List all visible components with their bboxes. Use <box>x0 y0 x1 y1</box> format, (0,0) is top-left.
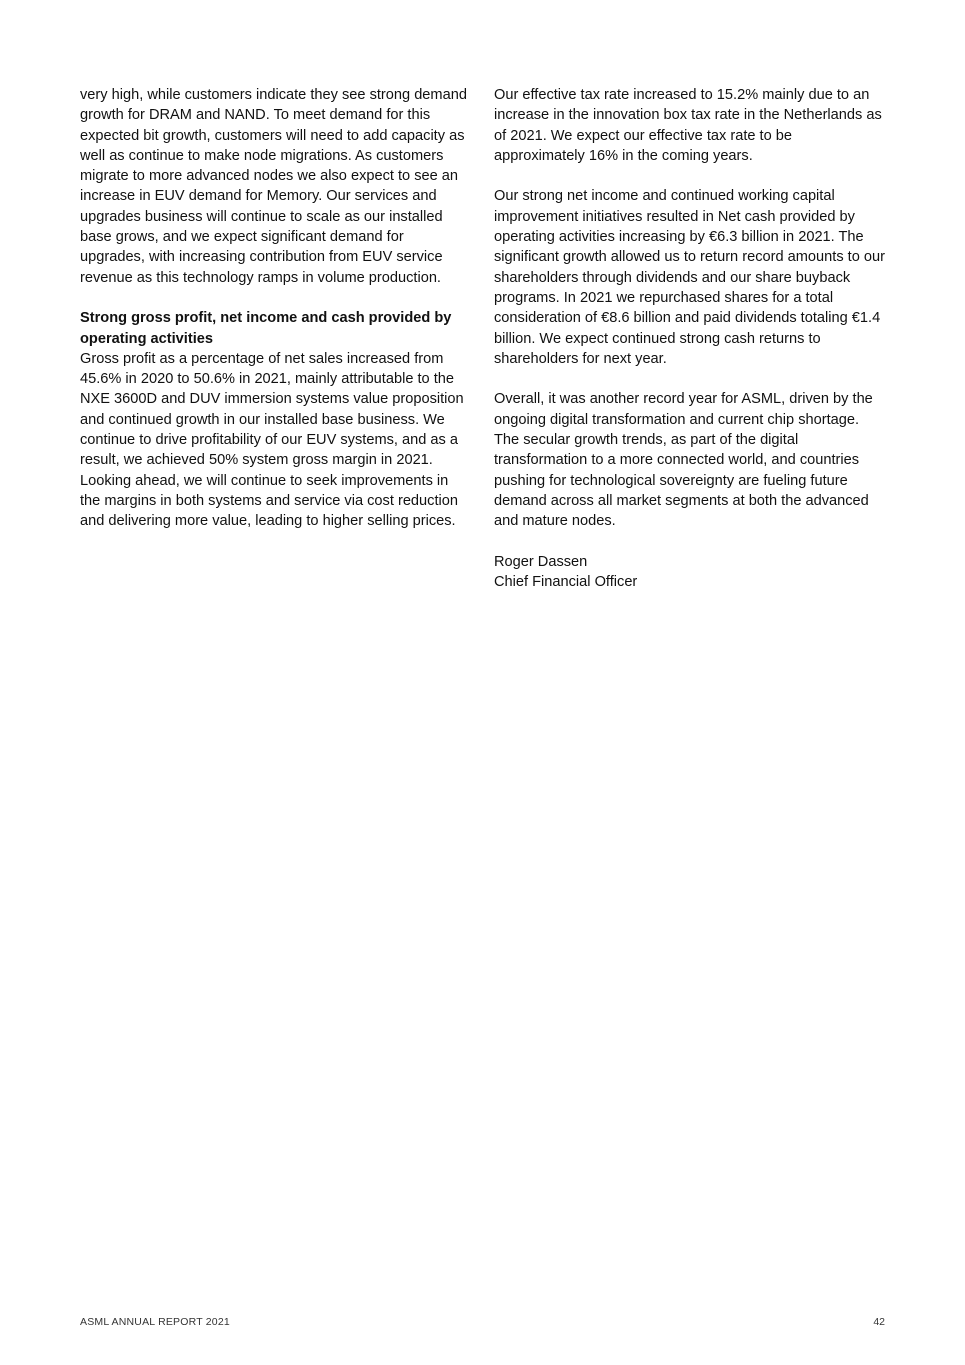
signature-block <box>494 552 886 593</box>
memory-outlook-paragraph: very high, while customers indicate they see strong demand growth for DRAM and NAND. To meet demand for this expected bit growth, customers will need to add capacity as well as continue to make node migrations. As customers migrate to more advanced nodes we also expect to see an increase in EUV demand for Memory. Our services and upgrades business will continue to scale as our installed base grows, and we expect significant demand for upgrades, with increasing contribution from EUV service revenue as this technology ramps in volume production. <box>80 87 467 286</box>
tax-rate-paragraph: Our effective tax rate increased to 15.2% mainly due to an increase in the innovation box tax rate in the Netherlands as of 2021. We expect our effective tax rate to be approximately 16% in the coming years. <box>494 87 882 164</box>
page-number: 42 <box>873 1316 885 1328</box>
gross-profit-paragraph: Gross profit as a percentage of net sales increased from 45.6% in 2020 to 50.6% in 2021, mainly attributable to the NXE 3600D and DUV immersion systems value proposition and continued growth in our installed base business. We continue to drive profitability of our EUV systems, and as a result, we achieved 50% system gross margin in 2021. Looking ahead, we will continue to seek improvements in the margins in both systems and service via cost reduction and delivering more value, leading to higher selling prices. <box>80 350 464 530</box>
record-year-paragraph: Overall, it was another record year for ASML, driven by the ongoing digital transformation and current chip shortage. The secular growth trends, as part of the digital transformation to a more connected world, and countries pushing for technological sovereignty are fueling future demand across all market segments at both the advanced and mature nodes. <box>494 391 873 530</box>
cash-flow-paragraph: Our strong net income and continued working capital improvement initiatives resulted in Net cash provided by operating activities increasing by €6.3 billion in 2021. The significant growth allowed us to return record amounts to our shareholders through dividends and our share buyback programs. In 2021 we repurchased shares for a total consideration of €8.6 billion and paid dividends totaling €1.4 billion. We expect continued strong cash returns to shareholders for next year. <box>494 188 885 367</box>
left-column <box>80 85 472 552</box>
footer-report-title: ASML ANNUAL REPORT 2021 <box>80 1316 230 1328</box>
signature-title: Chief Financial Officer <box>494 574 638 591</box>
section-heading: Strong gross profit, net income and cash provided by operating activities <box>80 310 452 347</box>
right-column <box>494 85 886 592</box>
signature-name: Roger Dassen <box>494 553 588 570</box>
